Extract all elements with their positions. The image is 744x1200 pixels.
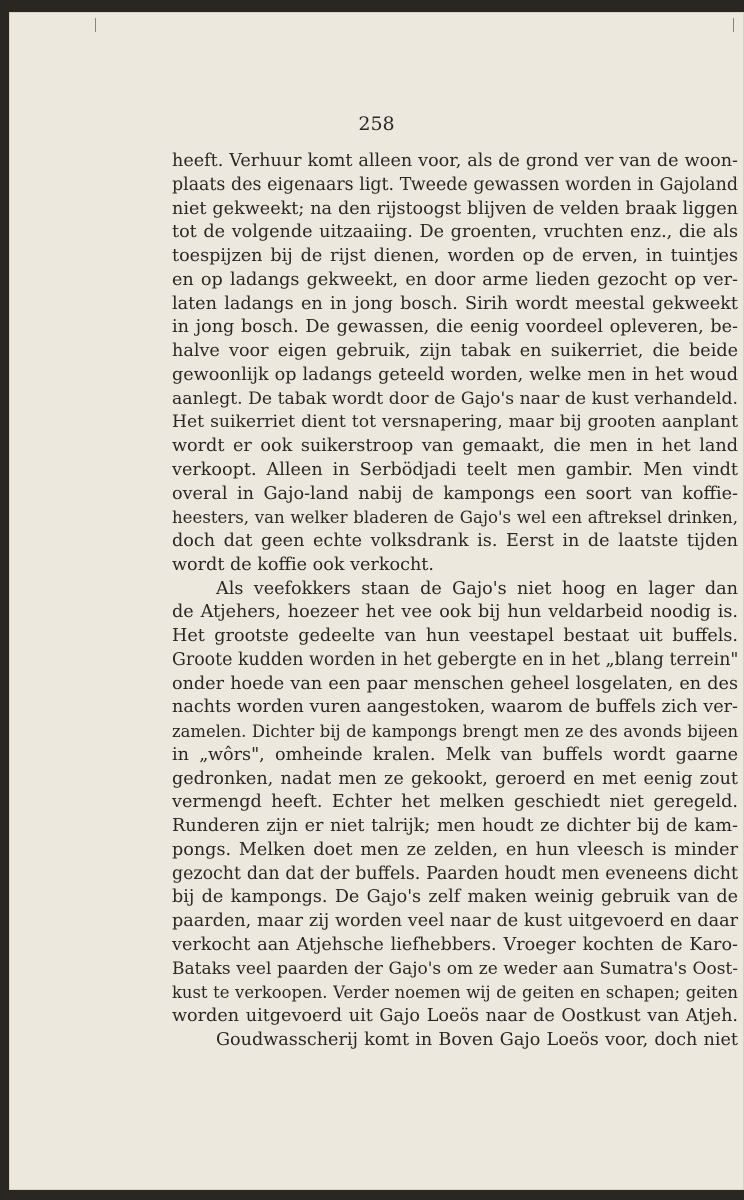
text-line: worden uitgevoerd uit Gajo Loeös naar de Oostkust van Atjeh. [172,1006,738,1026]
text-line: kust te verkoopen. Verder noemen wij de geiten en schapen; geiten [172,983,738,1003]
text-line: gezocht dan dat der buffels. Paarden houdt men eveneens dicht [172,863,738,884]
text-line: pongs. Melken doet men ze zelden, en hun vleesch is minder [172,839,738,860]
text-line: in jong bosch. De gewassen, die eenig voordeel opleveren, be- [172,317,738,338]
page-number: 258 [358,113,395,135]
text-line: wordt de koffie ook verkocht. [172,554,434,575]
paragraph-first-line: Goudwasscherij komt in Boven Gajo Loeös voor, doch niet [216,1029,738,1050]
text-line: in „wôrs", omheinde kralen. Melk van buffels wordt gaarne [172,744,738,765]
text-line: gedronken, nadat men ze gekookt, geroerd en met eenig zout [172,768,738,789]
book-page [9,12,744,1190]
text-line: zamelen. Dichter bij de kampongs brengt men ze des avonds bijeen [172,722,738,741]
text-line: heesters, van welker bladeren de Gajo's wel een aftreksel drinken, [172,508,738,528]
text-line: Het suikerriet dient tot versnapering, maar bij grooten aanplant [172,412,738,433]
text-line: niet gekweekt; na den rijstoogst blijven de velden braak liggen [172,198,738,219]
text-line: vermengd heeft. Echter het melken geschiedt niet geregeld. [172,792,738,813]
text-line: wordt er ook suikerstroop van gemaakt, die men in het land [172,436,738,456]
text-line: aanlegt. De tabak wordt door de Gajo's naar de kust verhandeld. [172,388,738,409]
text-line: doch dat geen echte volksdrank is. Eerst in de laatste tijden [172,531,738,551]
body-text [172,150,738,1053]
text-line: paarden, maar zij worden veel naar de kust uitgevoerd en daar [172,911,738,931]
text-line: verkocht aan Atjehsche liefhebbers. Vroeger kochten de Karo- [172,934,738,955]
text-line: de Atjehers, hoezeer het vee ook bij hun veldarbeid noodig is. [172,602,738,623]
text-line: Het grootste gedeelte van hun veestapel bestaat uit buffels. [172,626,738,646]
text-line: plaats des eigenaars ligt. Tweede gewassen worden in Gajoland [172,174,738,195]
text-line: tot de volgende uitzaaiing. De groenten, vruchten enz., die als [172,222,738,243]
text-line: gewoonlijk op ladangs geteeld worden, welke men in het woud [172,364,738,385]
text-line: bij de kampongs. De Gajo's zelf maken weinig gebruik van de [172,887,738,908]
text-line: halve voor eigen gebruik, zijn tabak en suikerriet, die beide [172,341,738,361]
text-line: Runderen zijn er niet talrijk; men houdt ze dichter bij de kam- [172,816,738,836]
text-line: laten ladangs en in jong bosch. Sirih wordt meestal gekweekt [172,293,738,314]
crop-mark [733,18,734,32]
text-line: en op ladangs gekweekt, en door arme lieden gezocht op ver- [172,269,738,290]
paragraph-first-line: Als veefokkers staan de Gajo's niet hoog en lager dan [216,578,738,599]
text-line: overal in Gajo-land nabij de kampongs een soort van koffie- [172,483,738,504]
text-line: nachts worden vuren aangestoken, waarom de buffels zich ver- [172,697,738,718]
text-line: onder hoede van een paar menschen geheel losgelaten, en des [172,673,738,694]
text-line: verkoopt. Alleen in Serbödjadi teelt men gambir. Men vindt [172,459,738,480]
text-line: toespijzen bij de rijst dienen, worden op de erven, in tuintjes [172,246,738,266]
text-line: Groote kudden worden in het gebergte en in het „blang terrein" [172,649,739,670]
text-line: heeft. Verhuur komt alleen voor, als de grond ver van de woon- [172,151,738,171]
text-line: Bataks veel paarden der Gajo's om ze weder aan Sumatra's Oost- [172,958,738,979]
crop-mark [95,18,96,32]
